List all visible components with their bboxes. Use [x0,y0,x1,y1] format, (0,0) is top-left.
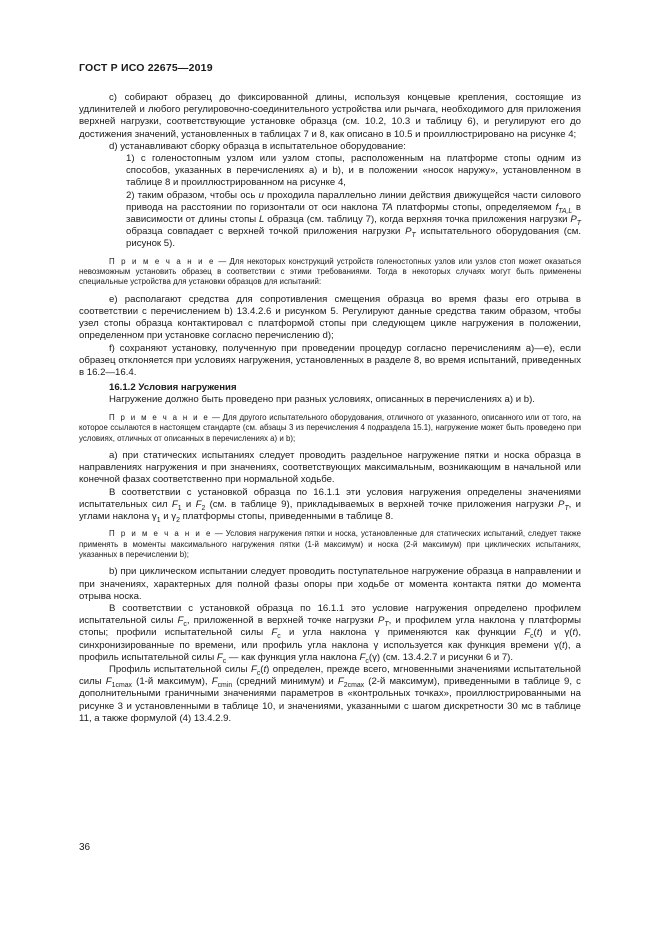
list-item-a: a) при статических испытаниях следует проводить раздельное нагружение пятки и носка образца в направлениях нагружения и при значениях, соответствующих максимальным, возникающим в начальной или конечной фазах соответственно при нормальной ходьбе. [79,449,581,486]
list-item-d: d) устанавливают сборку образца в испытательное оборудование: [109,140,406,152]
paragraph-cyclic-conditions: В соответствии с установкой образца по 16.1.1 это условие нагружения определено профилем испытательной силы $F_c$, приложенной в верхней точке нагрузки $P_T$, и профилем угла наклона γ платформы стопы; профили испытательной силы $F_c$ и угла наклона γ применяются как функции $F_c(t)$ и γ(t), синхронизированные по времени, или профиль угла наклона γ используется как функция времени γ(t), а профиль испытательной силы $F_c$ — как функция угла наклона $F_c(\gamma)$ (см. 13.4.2.7 и рисунки 6 и 7). [79,602,581,665]
list-item-e: e) располагают средства для сопротивления смещения образца во время фазы его отрыва в соответствии с перечислением b) 13.4.2.6 и рисунком 5. Регулируют данные средства таким образом, чтобы узел стопы образца контактировал с платформой стопы при следующем цикле нагружения в положении, определенном при установке согласно перечислению d); [79,293,581,342]
paragraph-force-profile: Профиль испытательной силы $F_c(t)$ определен, прежде всего, мгновенными значениями испытательной силы $F_{1cmax}$ (1-й максимум), $F_{cmin}$ (средний минимум) и $F_{2cmax}$ (2-й максимум), приведенными в таблице 9, с дополнительными граничными значениями параметров в «контрольных точках», проиллюстрированными на рисунке 3 и установленными в таблице 10, и значениями, указанными с шагом дискретности 30 мс в таблице 11, а также формулой (4) 13.4.2.9. [79,663,581,724]
page-number: 36 [79,842,91,853]
paragraph-loading: Нагружение должно быть проведено при разных условиях, описанных в перечислениях а) и b). [109,394,535,406]
list-item-f: f) сохраняют установку, полученную при проведении процедур согласно перечислениям а)—е), если образец отклоняется при условиях нагружения, установленных в разделе 8, во время испытаний, приведенных в 16.2—16.4. [79,342,581,379]
page-body [79,92,581,725]
list-item-d2: 2) таким образом, чтобы ось u проходила параллельно линии действия движущейся части силового привода на расстоянии по горизонтали от оси наклона TA платформы стопы, определяемом $f_{TA,L}$ в зависимости от длины стопы L образца (см. таблицу 7), когда верхняя точка приложения нагрузки $P_T$ образца совпадает с верхней точкой приложения нагрузки $P_T$ испытательного оборудования (см. рисунок 5). [126,189,582,250]
section-heading: 16.1.2 Условия нагружения [109,382,237,394]
paragraph-static-conditions: В соответствии с установкой образца по 16.1.1 эти условия нагружения определены значениями испытательных сил $F_1$ и $F_2$ (см. в таблице 9), прикладываемых в верхней точке приложения нагрузки $P_T$, и углами наклона $\gamma_1$ и $\gamma_2$ платформы стопы, приведенными в таблице 8. [79,486,581,524]
note-2: П р и м е ч а н и е — Для другого испытательного оборудования, отличного от указанного, описанного или от того, на которое ссылаются в настоящем стандарте (см. абзацы 3 из перечисления 4 подраздела 15.1), нагружение может быть проведено при условиях, отличных от описанных в перечислениях а) и b); [79,412,581,443]
list-item-b: b) при циклическом испытании следует проводить поступательное нагружение образца в направлении и при значениях, характерных для полной фазы опоры при ходьбе от момента контакта пятки до момента отрыва носка. [79,566,581,602]
list-item-c: c) собирают образец до фиксированной длины, используя концевые крепления, состоящие из удлинителей и любого регулировочно-соединительного устройства или рычага, необходимого для приложения верхней нагрузки, соответствующие установке образца (см. 10.2, 10.3 и таблицу 6), и регулируют его до достижения значений, установленных в таблицах 7 и 8, как описано в 10.5 и проиллюстрировано на рисунке 4; [79,92,581,140]
list-item-d1: 1) с голеностопным узлом или узлом стопы, расположенным на платформе стопы одним из способов, указанных в перечислениях а) и b), и в положении «носок наружу», установленном в таблице 8 и проиллюстрированном на рисунке 4, [126,153,581,189]
note-3: П р и м е ч а н и е — Условия нагружения пятки и носка, установленные для статических испытаний, следует также применять в моменты максимального нагружения пятки (1-й максимум) и носка (2-й максимум) при циклических испытаниях, указанных в перечислении b); [79,529,581,559]
document-header: ГОСТ Р ИСО 22675—2019 [79,62,213,74]
note-1: П р и м е ч а н и е — Для некоторых конструкций устройств голеностопных узлов или узлов стоп может оказаться невозможным установить образец в соответствии с этими требованиями. Тогда в некоторых случаях могут быть применены специальные устройства для установки образцов для испытаний: [79,256,581,287]
